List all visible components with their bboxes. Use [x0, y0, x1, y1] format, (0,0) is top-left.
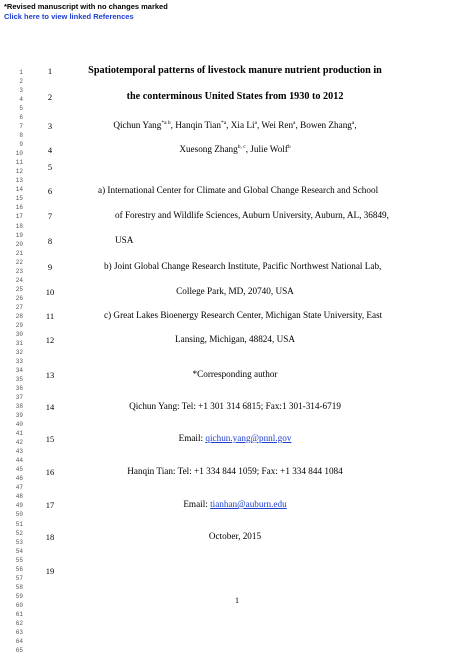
tian-email-link[interactable]: tianhan@auburn.edu [210, 499, 287, 509]
yang-contact: Qichun Yang: Tel: +1 301 314 6815; Fax:1 301-314-6719 [129, 401, 341, 411]
gutter-number: 44 [15, 457, 23, 465]
authors-line-1 [70, 120, 400, 131]
author-name: , Xia Li [226, 120, 255, 130]
gutter-number: 22 [15, 258, 23, 266]
gutter-number: 18 [15, 222, 23, 230]
gutter-number: 56 [15, 565, 23, 573]
gutter-number: 17 [15, 213, 23, 221]
yang-email-link[interactable]: qichun.yang@pnnl.gov [205, 433, 292, 443]
gutter-number: 53 [15, 538, 23, 546]
gutter-number: 14 [15, 186, 23, 194]
affiliation-c-line-1: c) Great Lakes Bioenergy Research Center, Michigan State University, East [104, 310, 383, 320]
title-line-1: Spatiotemporal patterns of livestock manure nutrient production in [88, 65, 382, 76]
gutter-number: 3 [19, 87, 23, 95]
gutter-number: 60 [15, 601, 23, 609]
author-name: Xuesong Zhang [179, 144, 238, 154]
author-name: , Wei Ren [256, 120, 294, 130]
gutter-number: 39 [15, 412, 23, 420]
affiliation-b-line-1: b) Joint Global Change Research Institute, Pacific Northwest National Lab, [104, 261, 382, 271]
author-name: , Bowen Zhang [295, 120, 352, 130]
gutter-number: 34 [15, 366, 23, 374]
gutter-number: 64 [15, 637, 23, 645]
title-line-2: the conterminous United States from 1930 to 2012 [126, 91, 344, 102]
gutter-number: 54 [15, 547, 23, 555]
gutter-number: 1 [19, 69, 23, 76]
line-number: 6 [47, 186, 53, 196]
gutter-number: 35 [15, 376, 23, 384]
gutter-number: 11 [15, 159, 23, 167]
line-number: 18 [45, 532, 55, 542]
gutter-number: 36 [15, 385, 23, 393]
gutter-number: 30 [15, 330, 23, 338]
authors-line-2 [70, 144, 400, 155]
line-number: 17 [45, 500, 55, 510]
gutter-number: 2 [19, 78, 23, 86]
gutter-number: 48 [15, 493, 23, 501]
line-number: 12 [45, 335, 55, 345]
author-affiliation-mark: a [351, 119, 355, 126]
gutter-number: 63 [15, 628, 23, 636]
gutter-number: 13 [15, 177, 23, 185]
gutter-number: 33 [15, 357, 23, 365]
gutter-number: 51 [15, 520, 23, 528]
gutter-number: 10 [15, 150, 23, 158]
gutter-number: 28 [15, 312, 23, 320]
gutter-number: 4 [19, 96, 23, 104]
line-number: 19 [45, 566, 55, 576]
line-number: 9 [47, 262, 53, 272]
line-number: 7 [47, 211, 53, 221]
author-affiliation-mark: b [287, 143, 291, 150]
yang-email-line [70, 433, 400, 444]
gutter-number: 6 [19, 114, 23, 122]
author-affiliation-mark: a [293, 119, 296, 126]
affiliation-a-line-2: of Forestry and Wildlife Sciences, Auburn University, Auburn, AL, 36849, [115, 210, 389, 220]
gutter-number: 61 [15, 610, 23, 618]
line-number: 3 [47, 121, 53, 131]
gutter-number: 16 [15, 204, 23, 212]
author-affiliation-mark: *a b [161, 119, 171, 126]
gutter-number: 46 [15, 475, 23, 483]
gutter-number: 49 [15, 502, 23, 510]
affiliation-a-line-3: USA [115, 235, 134, 245]
gutter-number: 9 [19, 141, 23, 149]
line-number: 1 [47, 66, 53, 76]
gutter-number: 8 [19, 132, 23, 140]
line-number: 14 [45, 402, 55, 412]
gutter-number: 25 [15, 285, 23, 293]
page-number: 1 [235, 596, 239, 605]
line-number: 5 [47, 162, 53, 172]
manuscript-date: October, 2015 [208, 531, 262, 541]
gutter-number: 37 [15, 394, 23, 402]
gutter-number: 32 [15, 348, 23, 356]
gutter-number: 52 [15, 529, 23, 537]
gutter-number: 43 [15, 448, 23, 456]
gutter-number: 55 [15, 556, 23, 564]
gutter-number: 38 [15, 403, 23, 411]
affiliation-a-line-1: a) International Center for Climate and Global Change Research and School [98, 185, 379, 195]
gutter-number: 50 [15, 511, 23, 519]
line-number: 10 [45, 287, 55, 297]
gutter-number: 31 [15, 339, 23, 347]
gutter-number: 23 [15, 267, 23, 275]
author-separator: , [354, 120, 357, 130]
gutter-number: 41 [15, 430, 23, 438]
gutter-number: 40 [15, 421, 23, 429]
corresponding-author-heading: *Corresponding author [192, 369, 278, 379]
gutter-number: 65 [15, 646, 23, 654]
author-affiliation-mark: *a [220, 119, 227, 126]
gutter-number: 29 [15, 321, 23, 329]
author-affiliation-mark: a [254, 119, 257, 126]
gutter-number: 45 [15, 466, 23, 474]
gutter-number: 62 [15, 619, 23, 627]
gutter-number: 24 [15, 276, 23, 284]
line-number: 4 [47, 145, 53, 155]
gutter-number: 19 [15, 231, 23, 239]
gutter-number: 7 [19, 123, 23, 131]
linked-references-link[interactable]: Click here to view linked References [4, 12, 134, 21]
author-name: , Hanqin Tian [170, 120, 221, 130]
affiliation-b-line-2: College Park, MD, 20740, USA [176, 286, 294, 296]
line-number: 8 [47, 236, 53, 246]
line-number: 13 [45, 370, 55, 380]
tian-email-line [70, 499, 400, 510]
gutter-number: 42 [15, 439, 23, 447]
affiliation-c-line-2: Lansing, Michigan, 48824, USA [175, 334, 295, 344]
gutter-number: 20 [15, 240, 23, 248]
gutter-number: 21 [15, 249, 23, 257]
line-number: 16 [45, 467, 55, 477]
email-label: Email: [178, 433, 206, 443]
email-label: Email: [183, 499, 211, 509]
gutter-number: 59 [15, 592, 23, 600]
author-name: , Julie Wolf [245, 144, 288, 154]
gutter-number: 57 [15, 574, 23, 582]
gutter-number: 15 [15, 195, 23, 203]
gutter-number: 5 [19, 105, 23, 113]
line-number: 15 [45, 434, 55, 444]
gutter-number: 26 [15, 294, 23, 302]
gutter-number: 12 [15, 168, 23, 176]
tian-contact: Hanqin Tian: Tel: +1 334 844 1059; Fax: +1 334 844 1084 [127, 466, 343, 476]
gutter-number: 58 [15, 583, 23, 591]
author-name: Qichun Yang [113, 120, 162, 130]
line-number: 2 [47, 92, 53, 102]
gutter-number: 27 [15, 303, 23, 311]
revised-manuscript-note: *Revised manuscript with no changes marked [4, 2, 168, 11]
gutter-number: 47 [15, 484, 23, 492]
line-number: 11 [45, 311, 55, 321]
author-affiliation-mark: b, c [237, 143, 246, 150]
